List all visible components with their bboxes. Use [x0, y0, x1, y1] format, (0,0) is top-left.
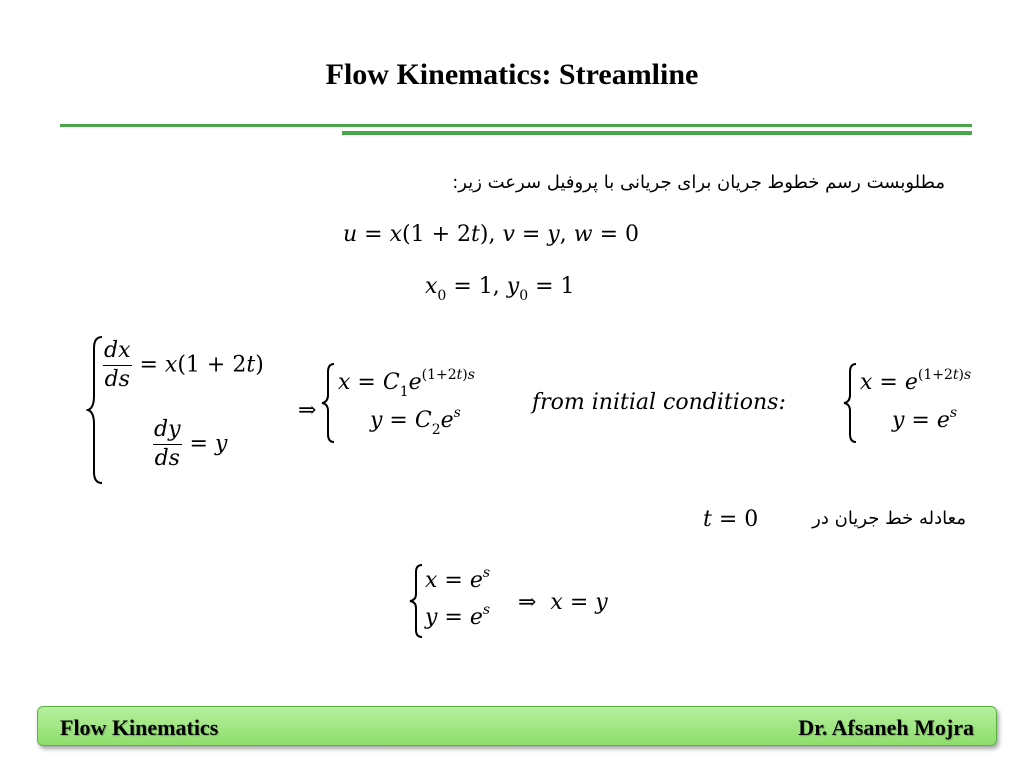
- ode-dy-ds: $\frac{dy}{ds}$ = y: [154, 417, 228, 471]
- streamline-result: ⇒ x = y: [518, 590, 608, 615]
- initial-conditions-label: from initial conditions:: [532, 390, 786, 415]
- slide-title: Flow Kinematics: Streamline: [325, 58, 699, 91]
- left-brace-system3: [842, 362, 860, 444]
- solution-x-particular: $x = e^{(1+2t)s}$: [860, 367, 972, 395]
- footer-course: Flow Kinematics: [60, 715, 219, 740]
- ode-dx-ds: $\frac{dx}{ds}$ = x(1 + 2t): [104, 338, 264, 392]
- implies-arrow-1: ⇒: [298, 398, 317, 423]
- initial-point-equation: $x_0 = 1$, $y_0 = 1$: [425, 274, 575, 304]
- solution-y-general: $y = C_2e^s$: [370, 405, 461, 438]
- t0-label: معادله خط جریان در: [812, 508, 966, 529]
- footer-author: Dr. Afsaneh Mojra: [798, 715, 974, 740]
- problem-statement: مطلوبست رسم خطوط جریان برای جریانی با پروفیل سرعت زیر:: [452, 172, 945, 193]
- left-brace-system2: [320, 362, 338, 444]
- t-equals-zero: t = 0: [703, 507, 759, 532]
- final-y: $y = e^s$: [425, 602, 491, 630]
- solution-y-particular: $y = e^s$: [892, 405, 958, 433]
- left-brace-system4: [408, 563, 426, 639]
- final-x: $x = e^s$: [425, 565, 491, 593]
- solution-x-general: $x = C_1e^{(1+2t)s}$: [338, 367, 475, 400]
- velocity-equation: u = x(1 + 2t), v = y, w = 0: [343, 222, 639, 247]
- footer-bar: [37, 706, 997, 746]
- title-rule-top: [60, 124, 972, 127]
- title-rule-bottom: [342, 131, 972, 135]
